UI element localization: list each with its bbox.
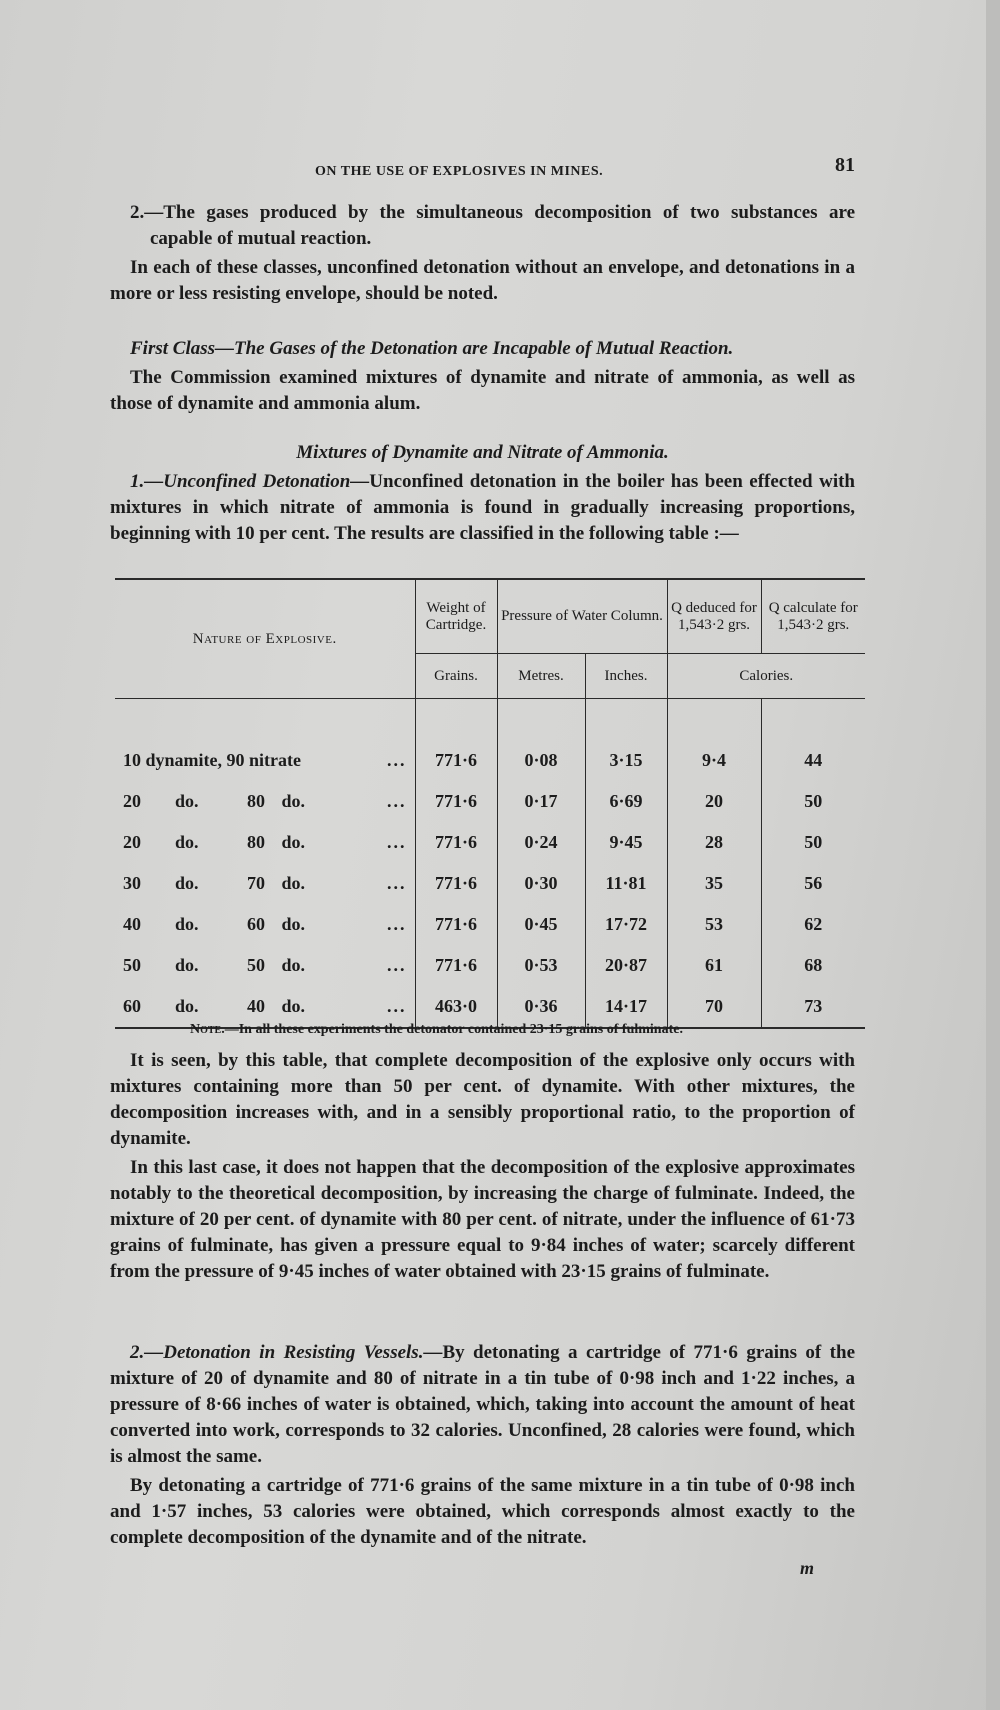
inches-cell: 9·45 (585, 822, 667, 863)
first-class-section (110, 336, 855, 420)
table-row (115, 740, 865, 781)
mixtures-heading: Mixtures of Dynamite and Nitrate of Ammonia. (296, 442, 669, 463)
mixtures-item-1 (110, 469, 855, 547)
nature-cell: 40 do. 60 do. ... (123, 914, 407, 934)
item-1-text: Unconfined detonation in the boiler has been effected with mixtures in which nitrate of ammonia is found in gradually increasing proportions, beginning with 10 per cent. The results are classified in the following table :— (110, 471, 855, 544)
inches-cell: 6·69 (585, 781, 667, 822)
weight-cell: 771·6 (415, 781, 497, 822)
item-1-heading: 1.—Unconfined Detonation— (130, 471, 370, 492)
weight-cell: 771·6 (415, 822, 497, 863)
note-label: Note. (190, 1022, 225, 1037)
header-pressure: Pressure of Water Column. (497, 579, 667, 654)
table-row (115, 822, 865, 863)
inches-cell: 17·72 (585, 904, 667, 945)
first-class-paragraph: The Commission examined mixtures of dynamite and nitrate of ammonia, as well as those of dynamite and ammonia alum. (110, 367, 855, 414)
discussion-section (110, 1048, 855, 1288)
nature-cell: 60 do. 40 do. ... (115, 986, 415, 1028)
resisting-heading: 2.—Detonation in Resisting Vessels.— (130, 1342, 443, 1363)
page-number: 81 (835, 154, 855, 176)
nature-cell: 20 do. 80 do. ... (123, 832, 407, 852)
discussion-paragraph-2: In this last case, it does not happen that the decomposition of the explosive approximates notably to the theoretical decomposition, by increasing the charge of fulminate. Indeed, the mixture of 20 per cent. of dynamite with 80 per cent. of nitrate, under the influence of 61·73 grains of fulminate, has given a pressure equal to 9·84 inches of water; scarcely different from the pressure of 9·45 inches of water obtained with 23·15 grains of fulminate. (110, 1157, 855, 1282)
scan-edge (986, 0, 1000, 1710)
q-deduced-cell: 9·4 (667, 740, 761, 781)
q-deduced-cell: 28 (667, 822, 761, 863)
discussion-paragraph-1: It is seen, by this table, that complete decomposition of the explosive only occurs with mixtures containing more than 50 per cent. of dynamite. With other mixtures, the decomposition increases with, and in a sensibly proportional ratio, to the proportion of dynamite. (110, 1050, 855, 1149)
metres-cell: 0·17 (497, 781, 585, 822)
q-deduced-cell: 70 (667, 986, 761, 1028)
note-text: —In all these experiments the detonator contained 23·15 grains of fulminate. (224, 1022, 683, 1037)
nature-cell: 30 do. 70 do. ... (123, 873, 407, 893)
weight-cell: 771·6 (415, 904, 497, 945)
intro-item-2: 2.—The gases produced by the simultaneous decomposition of two substances are capable of mutual reaction. (130, 202, 855, 249)
page-header (110, 150, 855, 190)
q-deduced-cell: 53 (667, 904, 761, 945)
header-q-deduced: Q deduced for 1,543·2 grs. (667, 579, 761, 654)
weight-cell: 463·0 (415, 986, 497, 1028)
weight-cell: 771·6 (415, 740, 497, 781)
nature-cell: 20 do. 80 do. ... (123, 791, 407, 811)
table-note (190, 1022, 683, 1038)
q-calculate-cell: 56 (761, 863, 865, 904)
table-row (115, 863, 865, 904)
weight-cell: 771·6 (415, 945, 497, 986)
q-deduced-cell: 20 (667, 781, 761, 822)
resisting-text-1: By detonating a cartridge of 771·6 grains of the mixture of 20 of dynamite and 80 of nitrate in a tin tube of 0·98 inch and 1·22 inches, a pressure of 8·66 inches of water is obtained, which, taking into account the amount of heat converted into work, corresponds to 32 calories. Unconfined, 28 calories were found, which is almost the same. (110, 1342, 855, 1467)
table-row (115, 904, 865, 945)
q-calculate-cell: 50 (761, 781, 865, 822)
signature-mark: m (800, 1558, 815, 1578)
q-calculate-cell: 73 (761, 986, 865, 1028)
nature-cell: 10 dynamite, 90 nitrate ... (123, 750, 407, 770)
inches-cell: 11·81 (585, 863, 667, 904)
header-q-calculate: Q calculate for 1,543·2 grs. (761, 579, 865, 654)
header-weight: Weight of Cartridge. (415, 579, 497, 654)
q-calculate-cell: 68 (761, 945, 865, 986)
first-class-heading: First Class—The Gases of the Detonation are Incapable of Mutual Reaction. (130, 338, 734, 359)
inches-cell: 20·87 (585, 945, 667, 986)
table-row (115, 781, 865, 822)
metres-cell: 0·36 (497, 986, 585, 1028)
intro-paragraph: In each of these classes, unconfined detonation without an envelope, and detonations in a more or less resisting envelope, should be noted. (110, 257, 855, 304)
q-calculate-cell: 62 (761, 904, 865, 945)
table-row (115, 945, 865, 986)
inches-cell: 14·17 (585, 986, 667, 1028)
metres-cell: 0·53 (497, 945, 585, 986)
metres-cell: 0·30 (497, 863, 585, 904)
q-deduced-cell: 61 (667, 945, 761, 986)
header-inches: Inches. (585, 654, 667, 699)
mixtures-section (110, 440, 855, 550)
nature-cell: 50 do. 50 do. ... (123, 955, 407, 975)
inches-cell: 3·15 (585, 740, 667, 781)
metres-cell: 0·24 (497, 822, 585, 863)
header-calories: Calories. (667, 654, 865, 699)
intro-section (110, 200, 855, 310)
q-calculate-cell: 50 (761, 822, 865, 863)
running-title: ON THE USE OF EXPLOSIVES IN MINES. (315, 164, 604, 179)
q-calculate-cell: 44 (761, 740, 865, 781)
resisting-paragraph-1 (110, 1340, 855, 1470)
metres-cell: 0·08 (497, 740, 585, 781)
resisting-section (110, 1340, 855, 1554)
results-table (115, 578, 865, 1029)
metres-cell: 0·45 (497, 904, 585, 945)
header-nature: Nature of Explosive. (115, 579, 415, 699)
resisting-paragraph-2: By detonating a cartridge of 771·6 grains of the same mixture in a tin tube of 0·98 inch and 1·57 inches, 53 calories were obtained, which corresponds almost exactly to the complete decomposition of the dynamite and of the nitrate. (110, 1475, 855, 1548)
header-metres: Metres. (497, 654, 585, 699)
header-grains: Grains. (415, 654, 497, 699)
weight-cell: 771·6 (415, 863, 497, 904)
q-deduced-cell: 35 (667, 863, 761, 904)
